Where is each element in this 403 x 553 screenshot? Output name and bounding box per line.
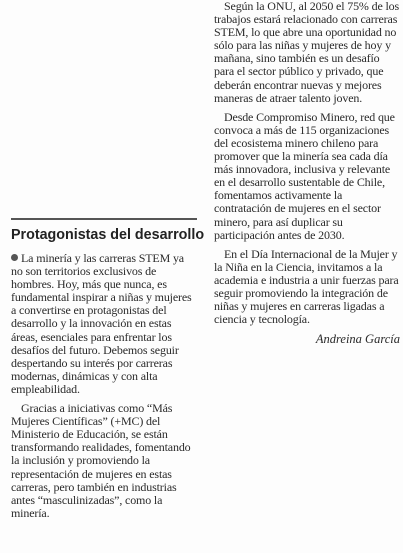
right-column	[214, 0, 402, 347]
heading-rule	[11, 218, 197, 220]
article-paragraph: En el Día Internacional de la Mujer y la Niña en la Ciencia, invitamos a la academia e industria a unir fuerzas para seguir promoviendo la integración de niñas y mujeres en carreras ligadas a ciencia y tecnología.	[214, 246, 399, 327]
bullet-dot-icon	[11, 254, 18, 261]
article-paragraph	[11, 252, 197, 396]
paragraph-text: La minería y las carreras STEM ya no son territorios exclusivos de hombres. Hoy, más que nunca, es fundamental inspirar a niñas y mujeres a convertirse en protagonistas del desarrollo y la innovación en estas áreas, esenciales para enfrentar los desafíos del futuro. Debemos seguir despertando su interés por carreras modernas, dinámicas y con alta empleabilidad.	[11, 251, 192, 396]
article-heading: Protagonistas del desarrollo	[11, 227, 205, 243]
author-signature: Andreina García	[315, 332, 400, 347]
article-paragraph: Según la ONU, al 2050 el 75% de los trabajos estará relacionado con carreras STEM, lo que abre una oportunidad no sólo para las niñas y mujeres de hoy y mañana, sino también es un desafío para el sector público y privado, que deberán encontrar nuevas y mejores maneras de atraer talento joven.	[214, 0, 400, 105]
left-column	[11, 218, 205, 526]
article-paragraph: Gracias a iniciativas como “Más Mujeres Científicas” (+MC) del Ministerio de Educación, se están transformando realidades, fomentando la inclusión y promoviendo la representación de mujeres en estas carreras, pero también en industrias antes “masculinizadas”, como la minería.	[11, 401, 191, 520]
article-paragraph: Desde Compromiso Minero, red que convoca a más de 115 organizaciones del ecosistema minero chileno para promover que la minería sea cada día más innovadora, inclusiva y relevante en el desarrollo sustentable de Chile, fomentamos activamente la contratación de mujeres en el sector minero, para así duplicar su participación antes de 2030.	[214, 109, 395, 242]
